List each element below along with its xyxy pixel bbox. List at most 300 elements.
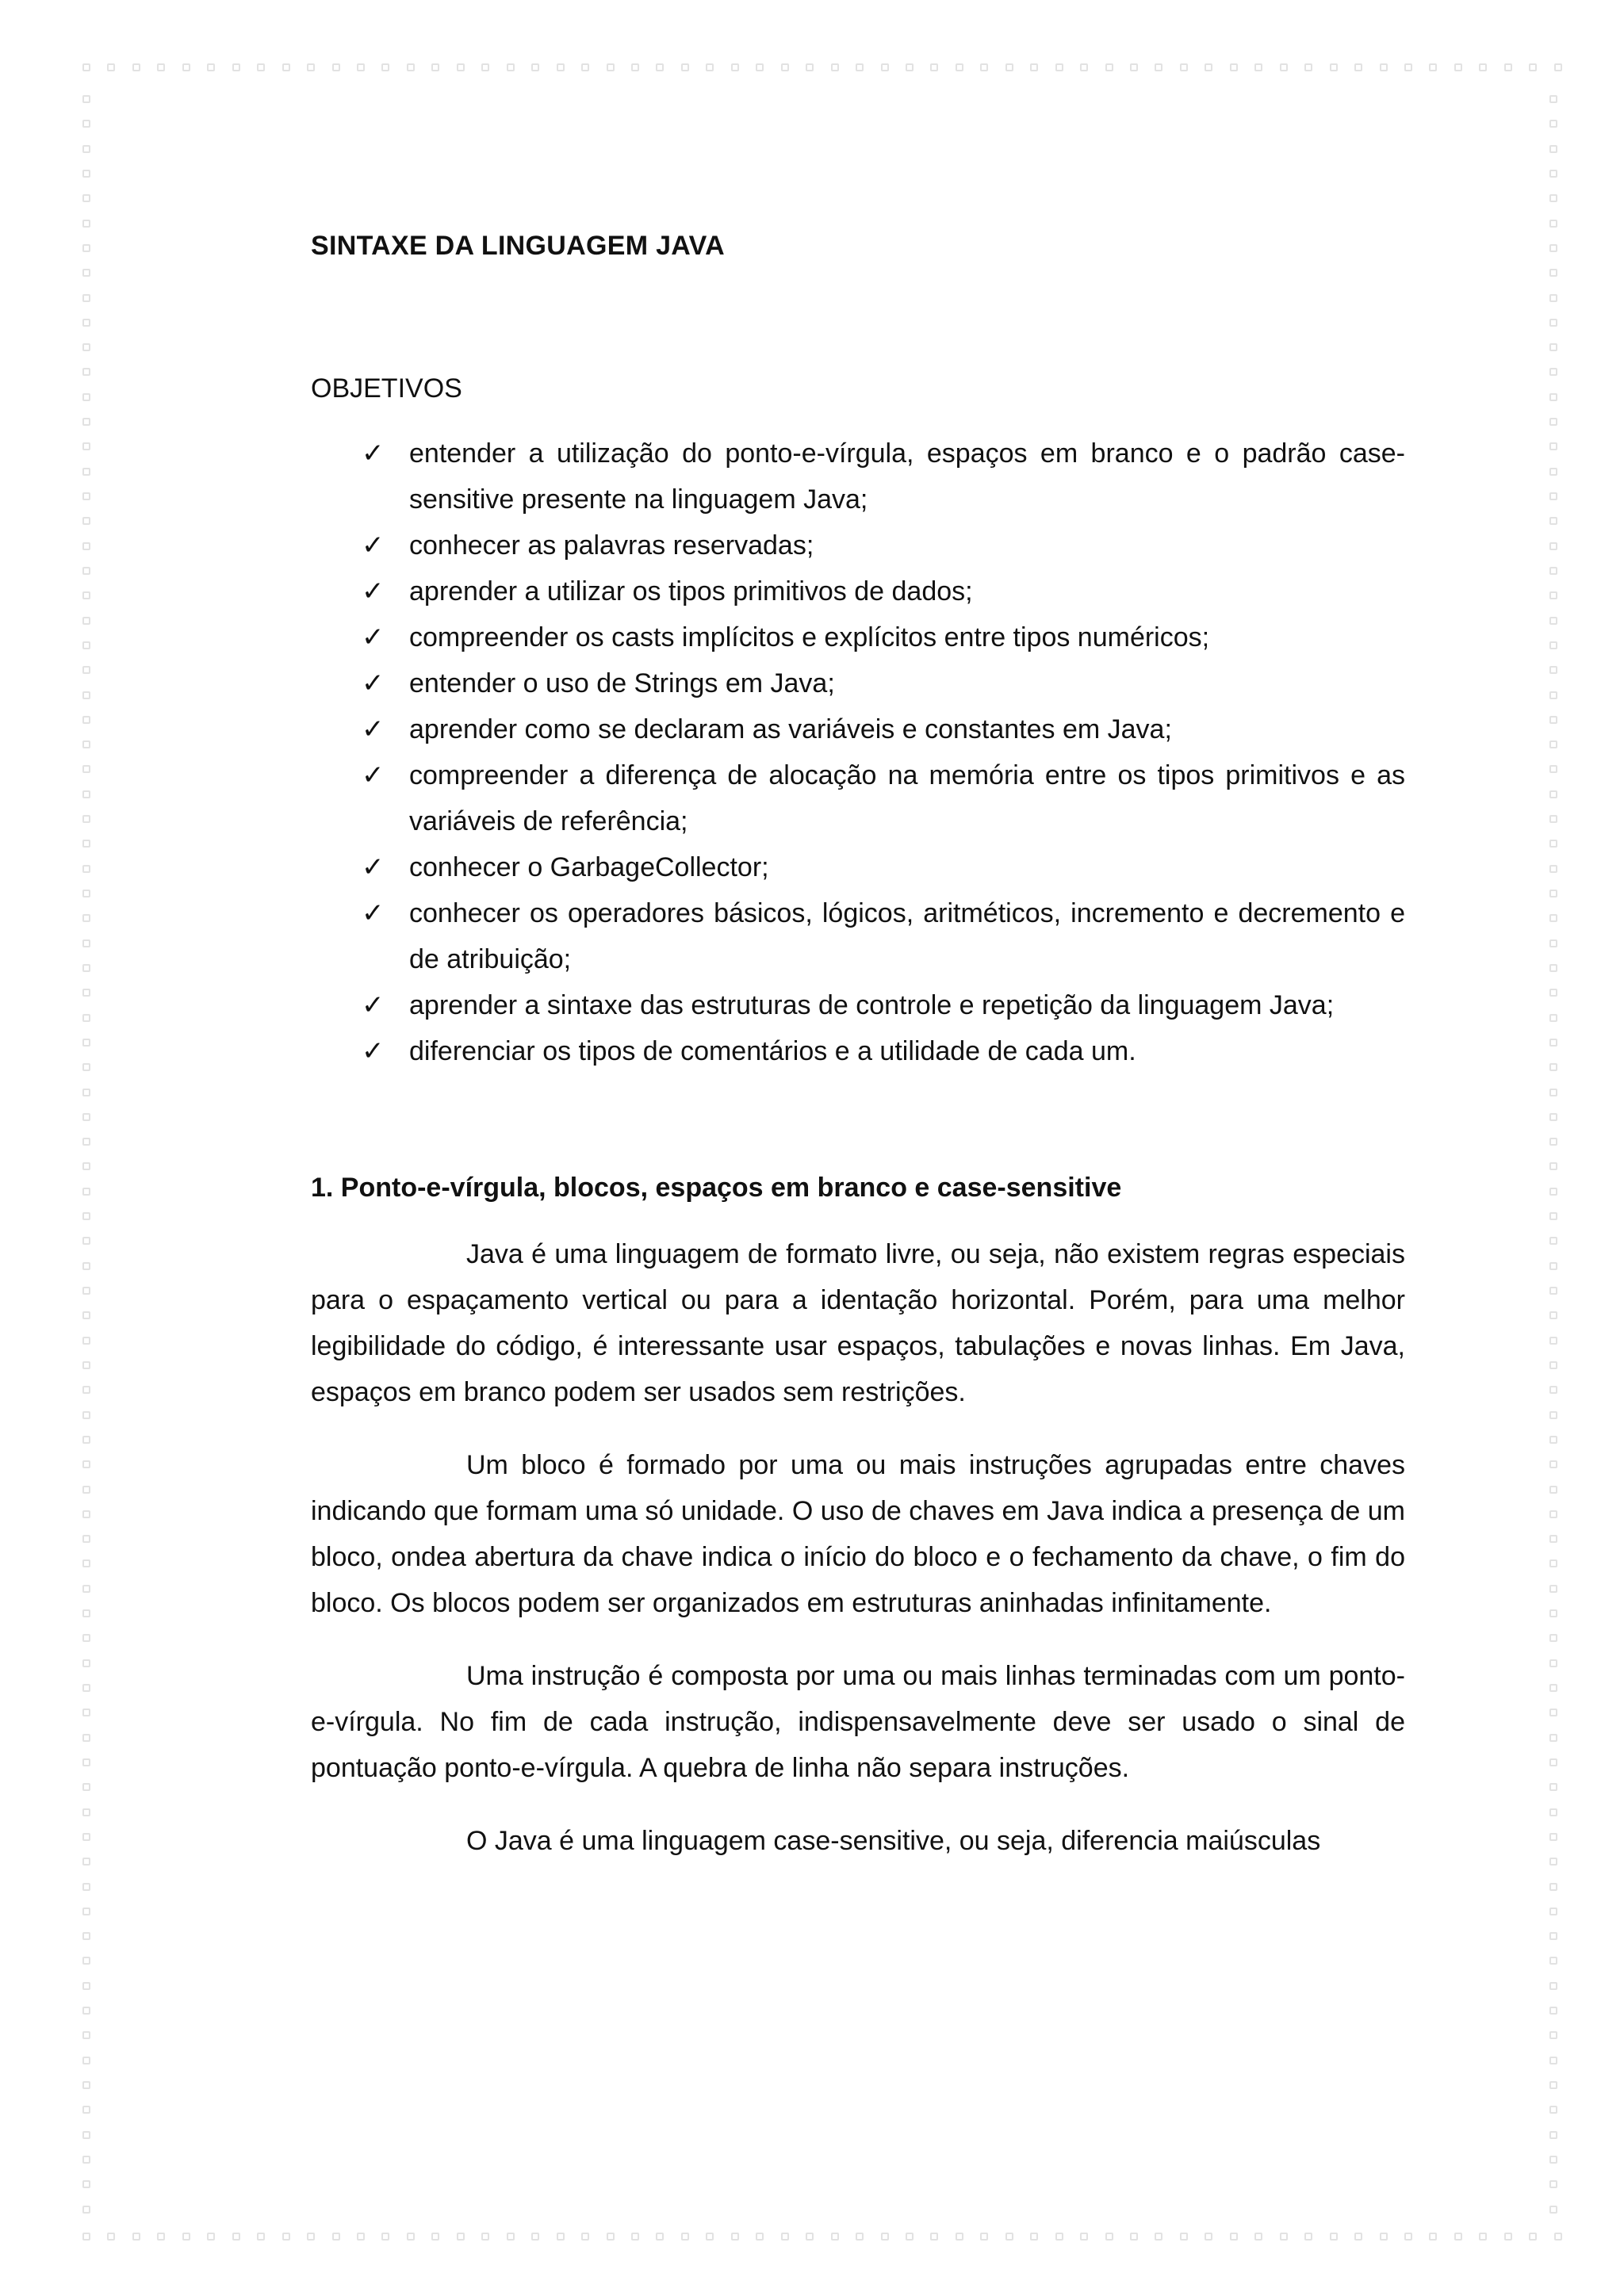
border-square [1549,95,1557,103]
border-square [1549,815,1557,823]
border-square [157,63,165,71]
border-square [1549,2180,1557,2188]
border-square [357,63,365,71]
border-square [1549,1858,1557,1866]
border-square [1549,269,1557,277]
border-square [1549,765,1557,773]
border-square [1280,63,1288,71]
border-square [1549,1188,1557,1196]
border-square [82,468,90,476]
border-square [82,343,90,351]
checkmark-icon: ✓ [362,576,385,607]
border-square [82,2206,90,2214]
border-square [1549,343,1557,351]
checkmark-icon: ✓ [362,530,385,561]
border-square [82,765,90,773]
border-square [82,2233,90,2241]
border-square [930,63,938,71]
border-square [1230,2233,1238,2241]
border-square [307,63,315,71]
border-square [1105,2233,1113,2241]
border-square [631,2233,639,2241]
border-square [1549,890,1557,897]
border-square [82,442,90,450]
border-square [656,63,664,71]
border-square [82,1361,90,1369]
border-square [1429,63,1437,71]
border-square [82,2031,90,2039]
border-square [1549,368,1557,376]
border-square [1554,63,1562,71]
border-square [1549,591,1557,599]
border-square [82,1883,90,1891]
border-square [82,1063,90,1071]
border-square [1354,2233,1362,2241]
border-square [1549,1386,1557,1394]
border-square [1549,641,1557,649]
border-square [1549,865,1557,873]
border-square [82,1982,90,1990]
border-square [1549,1510,1557,1518]
border-square [1549,194,1557,202]
border-bottom [82,2233,1562,2245]
border-square [381,63,389,71]
border-square [1549,1436,1557,1444]
border-square [631,63,639,71]
border-square [82,1585,90,1593]
border-square [1549,1212,1557,1220]
border-square [881,2233,889,2241]
border-square [1549,2106,1557,2114]
border-square [82,2131,90,2139]
border-square [332,2233,340,2241]
border-square [82,1709,90,1716]
border-square [1549,1808,1557,1816]
border-square [781,63,789,71]
border-square [82,1609,90,1617]
border-square [681,63,689,71]
border-square [157,2233,165,2241]
border-square [82,1510,90,1518]
border-square [82,790,90,798]
document-title: SINTAXE DA LINGUAGEM JAVA [311,231,725,261]
checkmark-icon: ✓ [362,989,385,1021]
border-square [1549,120,1557,128]
border-square [1549,716,1557,724]
checkmark-icon: ✓ [362,1035,385,1067]
border-left [82,95,95,2214]
border-square [82,269,90,277]
border-square [1549,1237,1557,1245]
border-square [1330,63,1338,71]
border-square [1549,740,1557,748]
border-square [82,194,90,202]
border-square [82,517,90,525]
border-square [82,1386,90,1394]
border-square [1549,964,1557,972]
border-square [82,1262,90,1270]
border-square [1549,989,1557,997]
objective-item: ✓ compreender a diferença de alocação na memória entre os tipos primitivos e as variáveis de referência; [311,752,1405,844]
border-square [980,63,988,71]
border-square [1304,2233,1312,2241]
border-square [557,2233,565,2241]
border-square [82,418,90,426]
border-square [82,890,90,897]
border-square [531,63,539,71]
border-right [1549,95,1562,2214]
border-square [232,63,240,71]
objective-item: ✓ conhecer as palavras reservadas; [311,522,1405,568]
border-square [1549,567,1557,575]
border-square [756,63,764,71]
border-square [82,1634,90,1642]
border-square [82,1957,90,1965]
border-square [82,1162,90,1170]
border-square [1454,63,1462,71]
border-square [182,2233,190,2241]
border-square [1055,63,1063,71]
border-square [1404,63,1412,71]
border-square [82,666,90,674]
border-square [856,63,864,71]
border-square [1549,1559,1557,1567]
border-square [257,2233,265,2241]
border-square [82,2007,90,2015]
border-square [207,2233,215,2241]
border-square [82,542,90,550]
border-square [706,2233,714,2241]
border-square [82,1783,90,1791]
border-square [1549,2081,1557,2089]
border-square [1005,63,1013,71]
border-square [1549,2206,1557,2214]
border-square [407,2233,415,2241]
objectives-heading: OBJETIVOS [311,373,462,404]
border-square [107,63,115,71]
section-heading: 1. Ponto-e-vírgula, blocos, espaços em branco e case-sensitive [311,1173,1122,1203]
border-square [1429,2233,1437,2241]
border-square [82,1684,90,1692]
border-square [731,63,739,71]
border-square [1549,418,1557,426]
border-square [1080,63,1088,71]
border-square [831,2233,839,2241]
border-square [82,1932,90,1940]
border-square [581,2233,589,2241]
border-square [1549,939,1557,947]
border-square [82,1014,90,1022]
border-square [431,2233,439,2241]
border-square [1549,170,1557,178]
checkmark-icon: ✓ [362,668,385,699]
border-square [282,2233,290,2241]
border-square [232,2233,240,2241]
border-square [1549,914,1557,922]
border-square [82,939,90,947]
border-square [706,63,714,71]
border-square [82,63,90,71]
border-square [1549,790,1557,798]
border-square [1549,1113,1557,1121]
border-square [82,95,90,103]
border-square [1549,1411,1557,1419]
border-square [1529,2233,1537,2241]
checkmark-icon: ✓ [362,897,385,929]
border-square [381,2233,389,2241]
border-square [1479,63,1487,71]
checkmark-icon: ✓ [362,438,385,469]
border-square [82,641,90,649]
border-square [607,63,615,71]
border-square [1549,2031,1557,2039]
border-square [1529,63,1537,71]
border-square [1549,1585,1557,1593]
border-square [1549,220,1557,228]
border-square [1055,2233,1063,2241]
border-square [1549,145,1557,153]
border-square [1080,2233,1088,2241]
border-square [82,1486,90,1494]
border-square [581,63,589,71]
border-square [1549,2131,1557,2139]
border-square [1549,1460,1557,1468]
objective-item: ✓ entender o uso de Strings em Java; [311,660,1405,706]
border-square [956,63,963,71]
border-square [1549,517,1557,525]
border-square [557,63,565,71]
border-square [1549,1783,1557,1791]
border-square [1549,1709,1557,1716]
border-square [82,1833,90,1841]
border-square [107,2233,115,2241]
document-content [311,226,1405,1864]
border-square [906,2233,914,2241]
border-square [806,2233,814,2241]
border-square [1549,1734,1557,1742]
border-square [1504,63,1512,71]
border-square [82,1858,90,1866]
border-square [731,2233,739,2241]
border-square [82,1411,90,1419]
border-square [1504,2233,1512,2241]
border-square [1549,691,1557,699]
border-square [1549,1833,1557,1841]
border-square [82,1138,90,1146]
border-square [1549,1337,1557,1345]
border-square [831,63,839,71]
border-square [1549,1138,1557,1146]
border-square [457,63,465,71]
border-square [1554,2233,1562,2241]
border-square [1549,244,1557,252]
border-square [82,1460,90,1468]
border-square [1549,2057,1557,2064]
border-square [1130,63,1138,71]
border-square [282,63,290,71]
border-square [82,319,90,327]
border-square [930,2233,938,2241]
border-square [357,2233,365,2241]
border-square [1549,617,1557,625]
border-square [1549,1957,1557,1965]
border-square [1549,1311,1557,1319]
border-square [906,63,914,71]
border-square [1549,1014,1557,1022]
border-square [82,244,90,252]
border-square [1180,2233,1188,2241]
border-square [82,1659,90,1667]
border-square [1549,1262,1557,1270]
border-square [82,1237,90,1245]
border-square [1549,666,1557,674]
objective-item: ✓ conhecer o GarbageCollector; [311,844,1405,890]
border-square [82,492,90,500]
border-square [182,63,190,71]
border-square [1380,63,1388,71]
objective-item: ✓ diferenciar os tipos de comentários e a utilidade de cada um. [311,1028,1405,1074]
border-square [1549,319,1557,327]
border-square [82,1212,90,1220]
border-square [1549,393,1557,401]
border-square [1130,2233,1138,2241]
border-square [1549,1609,1557,1617]
border-square [82,1535,90,1543]
border-square [1549,1039,1557,1047]
border-square [82,865,90,873]
border-square [1354,63,1362,71]
border-square [82,393,90,401]
border-square [82,2180,90,2188]
border-square [781,2233,789,2241]
border-square [82,2106,90,2114]
border-square [82,1808,90,1816]
border-square [82,1039,90,1047]
border-square [82,1089,90,1096]
border-square [607,2233,615,2241]
border-square [1549,2007,1557,2015]
border-square [1549,1361,1557,1369]
border-square [82,2057,90,2064]
border-square [82,120,90,128]
border-square [1549,468,1557,476]
border-square [1549,1982,1557,1990]
border-square [1549,1089,1557,1096]
border-square [82,368,90,376]
border-square [1549,1684,1557,1692]
border-square [82,220,90,228]
border-square [82,1287,90,1295]
body-paragraph: Java é uma linguagem de formato livre, ou seja, não existem regras especiais para o espaçamento vertical ou para a identação horizontal. Porém, para uma melhor legibilidade do código, é interessante usar espaços, tabulações e novas linhas. Em Java, espaços em branco podem ser usados sem restrições. [311,1239,1405,1407]
border-square [82,815,90,823]
objective-item: ✓ aprender a utilizar os tipos primitivos de dados; [311,568,1405,614]
border-square [1180,63,1188,71]
border-square [82,294,90,302]
border-square [1254,63,1262,71]
border-square [531,2233,539,2241]
border-square [1549,1162,1557,1170]
border-square [681,2233,689,2241]
border-square [257,63,265,71]
border-square [1549,1883,1557,1891]
border-square [1005,2233,1013,2241]
border-square [82,840,90,848]
border-square [481,63,489,71]
border-square [82,691,90,699]
border-square [507,63,515,71]
border-square [1549,840,1557,848]
body-paragraph: O Java é uma linguagem case-sensitive, ou seja, diferencia maiúsculas [466,1826,1321,1856]
border-square [82,1188,90,1196]
border-square [1105,63,1113,71]
border-square [1254,2233,1262,2241]
border-square [1549,542,1557,550]
border-square [82,2081,90,2089]
checkmark-icon: ✓ [362,760,385,791]
border-square [1549,1287,1557,1295]
border-square [82,1758,90,1766]
border-square [956,2233,963,2241]
border-square [82,567,90,575]
border-square [1404,2233,1412,2241]
border-square [82,617,90,625]
border-square [881,63,889,71]
border-square [1549,492,1557,500]
body-paragraph: Um bloco é formado por uma ou mais instruções agrupadas entre chaves indicando que formam uma só unidade. O uso de chaves em Java indica a presença de um bloco, ondea abertura da chave indica o início do bloco e o fechamento da chave, o fim do bloco. Os blocos podem ser organizados em estruturas aninhadas infinitamente. [311,1450,1405,1618]
border-square [82,1734,90,1742]
border-square [1479,2233,1487,2241]
border-square [132,63,140,71]
border-square [1549,294,1557,302]
body-paragraph: Uma instrução é composta por uma ou mais linhas terminadas com um ponto-e-vírgula. No fim de cada instrução, indispensavelmente deve ser usado o sinal de pontuação ponto-e-vírgula. A quebra de linha não separa instruções. [311,1661,1405,1783]
border-square [1155,63,1162,71]
border-square [82,740,90,748]
objective-item: ✓ conhecer os operadores básicos, lógicos, aritméticos, incremento e decremento e de atribuição; [311,890,1405,982]
border-square [1549,1535,1557,1543]
objectives-list [311,430,1405,1074]
border-square [1380,2233,1388,2241]
border-square [481,2233,489,2241]
objective-item: ✓ aprender como se declaram as variáveis e constantes em Java; [311,706,1405,752]
border-square [1155,2233,1162,2241]
border-square [1549,2156,1557,2164]
border-square [457,2233,465,2241]
border-square [82,989,90,997]
objective-item: ✓ entender a utilização do ponto-e-vírgula, espaços em branco e o padrão case-sensitive presente na linguagem Java; [311,430,1405,522]
border-square [207,63,215,71]
border-square [1549,1486,1557,1494]
border-square [82,1436,90,1444]
border-square [82,145,90,153]
border-square [1549,1659,1557,1667]
border-square [431,63,439,71]
border-square [806,63,814,71]
border-square [1549,1758,1557,1766]
border-square [1330,2233,1338,2241]
border-square [132,2233,140,2241]
border-square [1230,63,1238,71]
border-square [307,2233,315,2241]
border-square [82,914,90,922]
border-square [980,2233,988,2241]
border-square [1549,442,1557,450]
border-square [1549,1908,1557,1915]
border-square [1549,1932,1557,1940]
border-square [332,63,340,71]
objective-item: ✓ compreender os casts implícitos e explícitos entre tipos numéricos; [311,614,1405,660]
border-square [1304,63,1312,71]
border-square [82,1113,90,1121]
